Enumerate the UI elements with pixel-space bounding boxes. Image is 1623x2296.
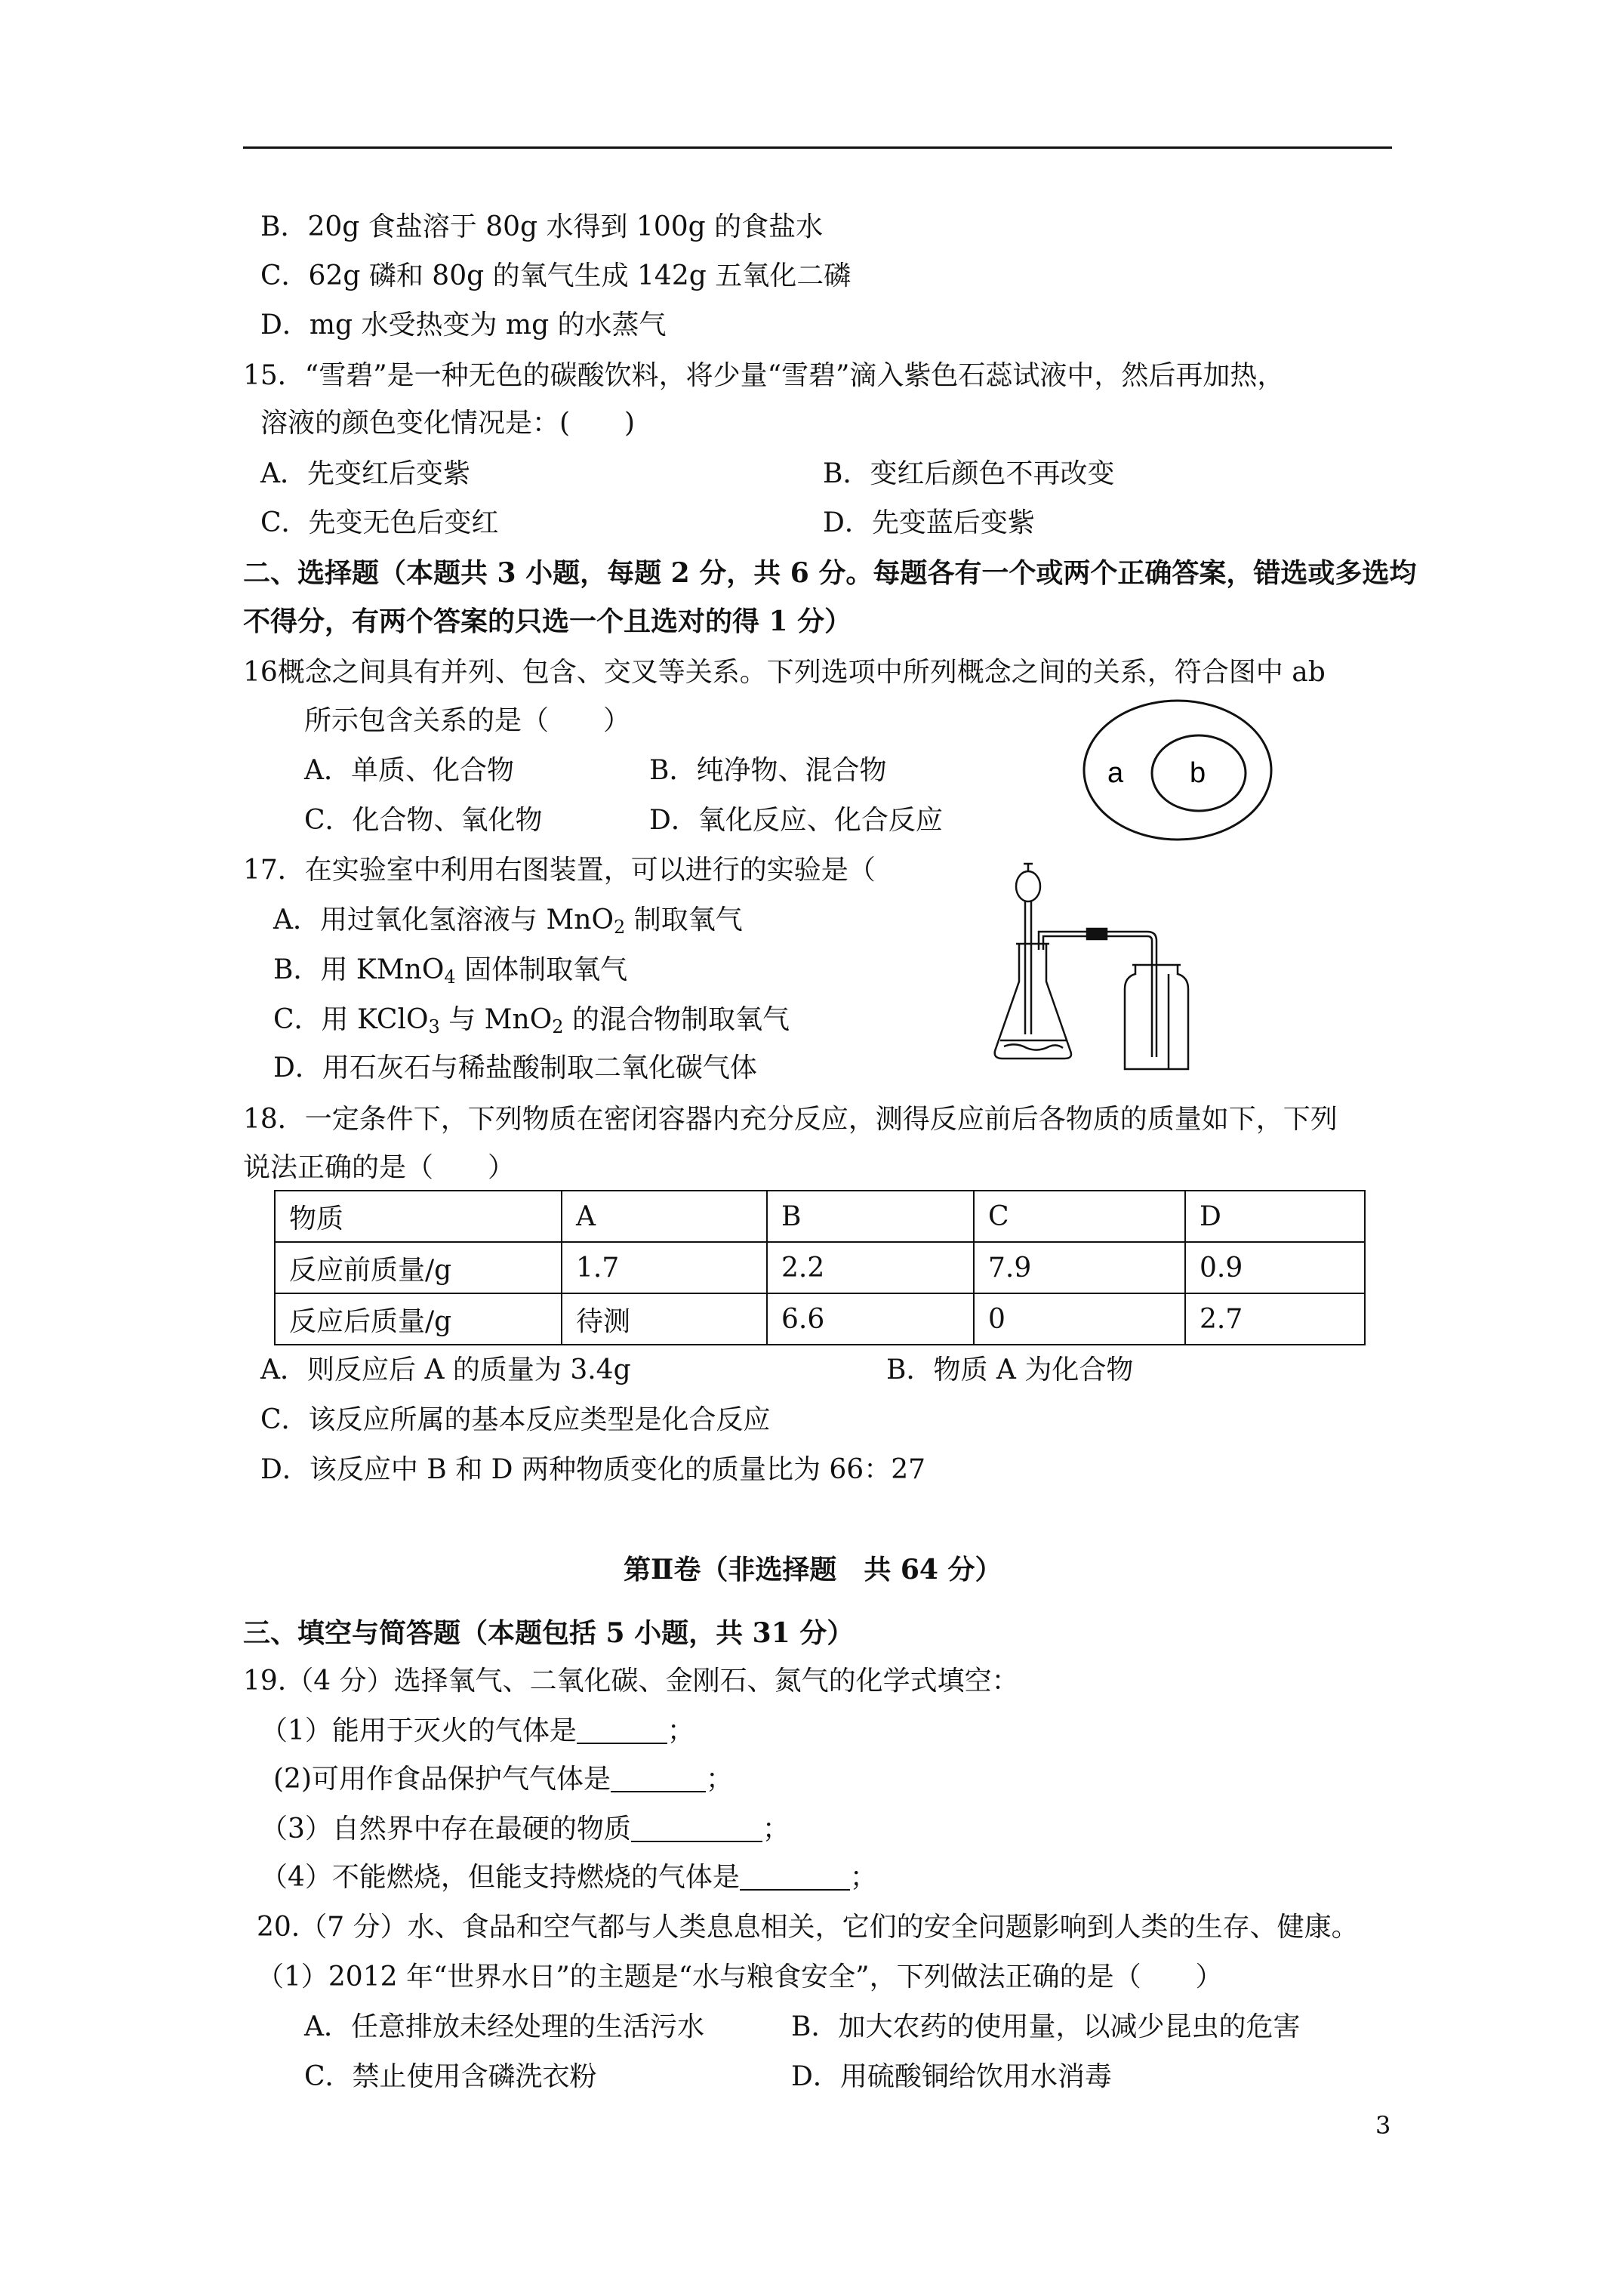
table-cell: 7.9 [974, 1242, 1185, 1293]
table-cell: 待测 [562, 1293, 767, 1345]
table-cell: 反应后质量/g [275, 1293, 562, 1345]
table-header-cell: C [974, 1191, 1185, 1242]
table-row [275, 1242, 1365, 1293]
table-cell: 6.6 [767, 1293, 974, 1345]
q20-option-c: C．禁止使用含磷洗衣粉 [304, 2061, 597, 2092]
q14-option-b: B．20g 食盐溶于 80g 水得到 100g 的食盐水 [260, 211, 824, 242]
table-cell: 1.7 [562, 1242, 767, 1293]
q20-option-d: D．用硫酸铜给饮用水消毒 [791, 2061, 1112, 2092]
table-row [275, 1293, 1365, 1345]
q14-option-d: D．mg 水受热变为 mg 的水蒸气 [260, 310, 667, 341]
q17-stem: 17．在实验室中利用右图装置，可以进行的实验是（ [243, 855, 876, 886]
q17-option-c: C．用 KClO$_3$ 与 MnO$_2$ 的混合物制取氧气 [273, 1004, 790, 1037]
q15-option-d: D．先变蓝后变紫 [823, 507, 1035, 538]
q15-stem-line1: 15．“雪碧”是一种无色的碳酸饮料，将少量“雪碧”滴入紫色石蕊试液中，然后再加热， [243, 360, 1285, 391]
q19-item-3: （3）自然界中存在最硬的物质 ； [260, 1814, 790, 1845]
venn-label-b: b [1190, 757, 1206, 789]
q15-option-c: C．先变无色后变红 [260, 507, 499, 538]
q18-option-d: D．该反应中 B 和 D 两种物质变化的质量比为 66：27 [260, 1454, 926, 1485]
q20-sub1: （1）2012 年“世界水日”的主题是“水与粮食安全”，下列做法正确的是（ ） [257, 1962, 1223, 1992]
q19-item-2: (2)可用作食品保护气气体是 ； [273, 1764, 734, 1795]
q18-option-b: B．物质 A 为化合物 [886, 1354, 1134, 1385]
table-header-cell: D [1185, 1191, 1365, 1242]
table-cell: 2.2 [767, 1242, 974, 1293]
table-header-row [275, 1191, 1365, 1242]
table-header-cell: 物质 [275, 1191, 562, 1242]
q18-stem-line1: 18．一定条件下，下列物质在密闭容器内充分反应，测得反应前后各物质的质量如下，下列 [243, 1104, 1338, 1135]
q17-option-a: A．用过氧化氢溶液与 MnO$_2$ 制取氧气 [273, 905, 743, 938]
answer-blank[interactable] [611, 1765, 706, 1792]
q18-option-a: A．则反应后 A 的质量为 3.4g [260, 1354, 631, 1385]
q17-option-b: B．用 KMnO$_4$ 固体制取氧气 [273, 954, 628, 988]
q20-option-b: B．加大农药的使用量，以减少昆虫的危害 [791, 2011, 1301, 2042]
table-header-cell: B [767, 1191, 974, 1242]
q16-option-a: A．单质、化合物 [304, 755, 514, 786]
q19-item-1: （1）能用于灭火的气体是 ； [260, 1715, 694, 1746]
q16-option-c: C．化合物、氧化物 [304, 805, 543, 836]
header-rule [243, 146, 1392, 149]
section3-heading: 三、填空与简答题（本题包括 5 小题，共 31 分） [243, 1617, 855, 1649]
q18-mass-table [274, 1190, 1366, 1345]
part2-title: 第Ⅱ卷（非选择题 共 64 分） [624, 1554, 1002, 1586]
page-number: 3 [1375, 2111, 1391, 2140]
q15-stem-line2: 溶液的颜色变化情况是：( ) [260, 408, 636, 439]
q18-option-c: C．该反应所属的基本反应类型是化合反应 [260, 1404, 771, 1435]
answer-blank[interactable] [631, 1815, 762, 1842]
q19-item-4: （4）不能燃烧，但能支持燃烧的气体是 ； [260, 1862, 877, 1893]
table-header-cell: A [562, 1191, 767, 1242]
q20-option-a: A．任意排放未经处理的生活污水 [304, 2011, 704, 2042]
answer-blank[interactable] [577, 1717, 667, 1744]
q20-stem: 20.（7 分）水、食品和空气都与人类息息相关，它们的安全问题影响到人类的生存、健康。 [257, 1912, 1359, 1943]
q16-stem-line1: 16概念之间具有并列、包含、交叉等关系。下列选项中所列概念之间的关系，符合图中 ab [243, 657, 1326, 688]
section2-heading-line2: 不得分，有两个答案的只选一个且选对的得 1 分） [243, 606, 852, 637]
q14-option-c: C．62g 磷和 80g 的氧气生成 142g 五氧化二磷 [260, 260, 852, 291]
q19-stem: 19.（4 分）选择氧气、二氧化碳、金刚石、氮气的化学式填空： [243, 1666, 1019, 1697]
table-cell: 0.9 [1185, 1242, 1365, 1293]
table-cell: 反应前质量/g [275, 1242, 562, 1293]
answer-blank[interactable] [740, 1863, 850, 1891]
q16-venn-diagram [1079, 695, 1276, 846]
q17-apparatus-diagram [981, 853, 1200, 1072]
q16-option-b: B．纯净物、混合物 [649, 755, 887, 786]
q16-stem-line2: 所示包含关系的是（ ） [304, 705, 631, 736]
q16-option-d: D．氧化反应、化合反应 [649, 805, 943, 836]
q18-stem-line2: 说法正确的是（ ） [243, 1152, 516, 1183]
table-cell: 2.7 [1185, 1293, 1365, 1345]
q15-option-a: A．先变红后变紫 [260, 458, 470, 489]
q17-option-d: D．用石灰石与稀盐酸制取二氧化碳气体 [273, 1052, 757, 1083]
venn-label-a: a [1107, 757, 1124, 789]
table-cell: 0 [974, 1293, 1185, 1345]
section2-heading-line1: 二、选择题（本题共 3 小题，每题 2 分，共 6 分。每题各有一个或两个正确答案，错选或多选均 [243, 557, 1417, 589]
q15-option-b: B．变红后颜色不再改变 [823, 458, 1115, 489]
